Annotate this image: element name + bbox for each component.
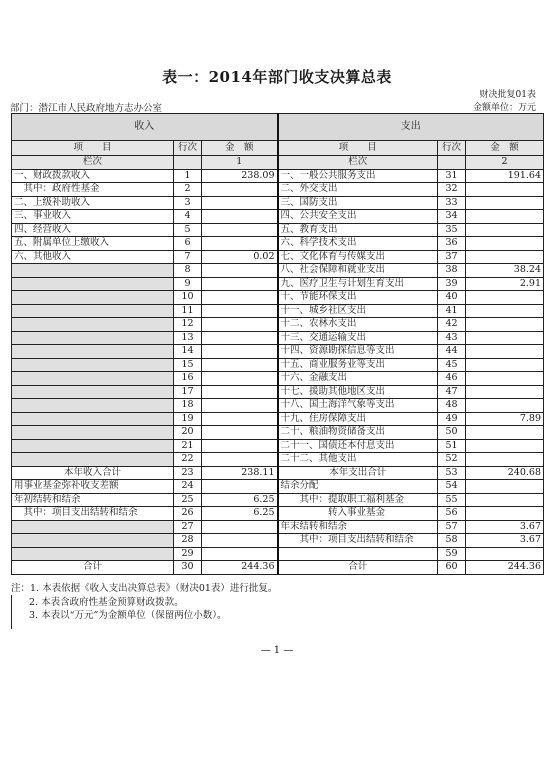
table-row (12, 439, 544, 453)
table-row (12, 412, 544, 426)
expense-row-no-cell: 38 (438, 264, 466, 278)
expense-row-no-cell: 33 (438, 196, 466, 210)
expense-item-cell: 五、教育支出 (278, 223, 438, 237)
expense-amount-cell: 3.67 (466, 520, 544, 534)
income-row-no-cell: 13 (174, 331, 202, 345)
income-item-cell: 合计 (12, 561, 174, 575)
table-row (12, 183, 544, 197)
income-item-cell (12, 331, 174, 345)
note-2: 2. 本表含政府性基金预算财政拨款。 (29, 596, 184, 608)
expense-row-no-cell: 43 (438, 331, 466, 345)
income-amount-cell (202, 399, 278, 413)
income-amount-cell (202, 534, 278, 548)
expense-amount-cell (466, 493, 544, 507)
expense-item-cell: 十二、农林水支出 (278, 318, 438, 332)
income-amount-cell (202, 196, 278, 210)
income-row-no-cell: 4 (174, 210, 202, 224)
table-row (12, 358, 544, 372)
expense-item-cell (278, 547, 438, 561)
table-row (12, 520, 544, 534)
expense-row-no-cell: 36 (438, 237, 466, 251)
expense-amount-cell (466, 453, 544, 467)
income-amount-header: 金 额 (202, 141, 278, 156)
income-row-no-cell: 8 (174, 264, 202, 278)
income-amount-cell (202, 345, 278, 359)
expense-amount-cell (466, 183, 544, 197)
expense-amount-cell: 240.68 (466, 466, 544, 480)
expense-item-cell: 九、医疗卫生与计划生育支出 (278, 277, 438, 291)
page-number: — 1 — (260, 645, 294, 656)
table-row (12, 547, 544, 561)
department-label: 部门：潜江市人民政府地方志办公室 (10, 103, 163, 114)
expense-amount-cell (466, 426, 544, 440)
income-amount-cell (202, 223, 278, 237)
income-row-no-cell: 25 (174, 493, 202, 507)
income-amount-cell: 0.02 (202, 250, 278, 264)
expense-item-cell: 十九、住房保障支出 (278, 412, 438, 426)
expense-amount-cell (466, 547, 544, 561)
expense-row-no-cell: 56 (438, 507, 466, 521)
expense-amount-cell (466, 345, 544, 359)
income-row-no-cell: 19 (174, 412, 202, 426)
income-item-cell: 五、附属单位上缴收入 (12, 237, 174, 251)
expense-amount-cell (466, 372, 544, 386)
table-row (12, 223, 544, 237)
income-row-no-cell: 24 (174, 480, 202, 494)
income-item-cell (12, 412, 174, 426)
income-item-cell (12, 547, 174, 561)
table-row (12, 480, 544, 494)
income-item-cell: 六、其他收入 (12, 250, 174, 264)
expense-item-cell: 十八、国土海洋气象等支出 (278, 399, 438, 413)
table-row (12, 385, 544, 399)
income-row-no-cell: 18 (174, 399, 202, 413)
table-row (12, 264, 544, 278)
expense-lan-label: 栏次 (278, 156, 438, 170)
expense-row-no-cell: 58 (438, 534, 466, 548)
income-row-no-cell: 23 (174, 466, 202, 480)
income-item-cell (12, 318, 174, 332)
income-item-cell: 年初结转和结余 (12, 493, 174, 507)
income-amount-cell (202, 277, 278, 291)
income-item-cell (12, 399, 174, 413)
table-row (12, 169, 544, 183)
expense-item-cell: 三、国防支出 (278, 196, 438, 210)
expense-item-cell: 十七、援助其他地区支出 (278, 385, 438, 399)
income-item-cell: 二、上级补助收入 (12, 196, 174, 210)
expense-amount-cell: 244.36 (466, 561, 544, 575)
expense-amount-cell (466, 237, 544, 251)
income-row-no-cell: 9 (174, 277, 202, 291)
income-amount-cell: 238.11 (202, 466, 278, 480)
income-item-cell: 四、经营收入 (12, 223, 174, 237)
income-amount-cell (202, 331, 278, 345)
table-row (12, 291, 544, 305)
income-row-no-cell: 22 (174, 453, 202, 467)
expense-lan-blank (438, 156, 466, 170)
expense-row-no-cell: 44 (438, 345, 466, 359)
income-row-no-cell: 6 (174, 237, 202, 251)
income-amount-cell (202, 426, 278, 440)
expense-item-cell: 其中：提取职工福利基金 (278, 493, 438, 507)
income-row-no-cell: 26 (174, 507, 202, 521)
income-amount-cell: 238.09 (202, 169, 278, 183)
income-row-no-cell: 17 (174, 385, 202, 399)
note-3: 3. 本表以“万元”为金额单位（保留两位小数）。 (29, 610, 227, 621)
expense-item-cell: 年末结转和结余 (278, 520, 438, 534)
income-item-cell (12, 385, 174, 399)
expense-item-cell: 结余分配 (278, 480, 438, 494)
expense-row-no-cell: 37 (438, 250, 466, 264)
budget-table (11, 113, 544, 575)
expense-amount-cell (466, 507, 544, 521)
income-row-no-cell: 3 (174, 196, 202, 210)
expense-item-header: 项 目 (278, 141, 438, 156)
expense-item-cell: 十、节能环保支出 (278, 291, 438, 305)
expense-row-no-cell: 50 (438, 426, 466, 440)
expense-amount-cell (466, 358, 544, 372)
expense-amount-cell (466, 331, 544, 345)
table-row (12, 507, 544, 521)
table-row (12, 345, 544, 359)
expense-row-no-cell: 52 (438, 453, 466, 467)
table-row (12, 453, 544, 467)
expense-row-no-cell: 51 (438, 439, 466, 453)
expense-item-cell: 七、文化体育与传媒支出 (278, 250, 438, 264)
income-amount-cell (202, 264, 278, 278)
expense-row-no-cell: 48 (438, 399, 466, 413)
expense-row-no-cell: 31 (438, 169, 466, 183)
expense-amount-cell: 191.64 (466, 169, 544, 183)
table-row (12, 534, 544, 548)
expense-row-no-cell: 32 (438, 183, 466, 197)
expense-item-cell: 四、公共安全支出 (278, 210, 438, 224)
income-amount-cell (202, 412, 278, 426)
income-item-cell: 用事业基金弥补收支差额 (12, 480, 174, 494)
income-item-cell (12, 372, 174, 386)
expense-row-no-cell: 42 (438, 318, 466, 332)
expense-item-cell: 二、外交支出 (278, 183, 438, 197)
income-row-no-cell: 11 (174, 304, 202, 318)
expense-item-cell: 其中：项目支出结转和结余 (278, 534, 438, 548)
table-row (12, 466, 544, 480)
expense-row-no-cell: 41 (438, 304, 466, 318)
expense-row-no-cell: 59 (438, 547, 466, 561)
income-row-no-cell: 15 (174, 358, 202, 372)
income-row-header: 行次 (174, 141, 202, 156)
table-row (12, 210, 544, 224)
expense-row-no-cell: 53 (438, 466, 466, 480)
income-row-no-cell: 7 (174, 250, 202, 264)
income-item-header: 项 目 (12, 141, 174, 156)
table-row (12, 399, 544, 413)
income-row-no-cell: 28 (174, 534, 202, 548)
income-row-no-cell: 30 (174, 561, 202, 575)
page-title: 表一：2014年部门收支决算总表 (162, 68, 392, 86)
income-amount-cell: 6.25 (202, 493, 278, 507)
expense-row-header: 行次 (438, 141, 466, 156)
income-item-cell (12, 304, 174, 318)
expense-row-no-cell: 47 (438, 385, 466, 399)
expense-row-no-cell: 35 (438, 223, 466, 237)
table-row (12, 493, 544, 507)
income-row-no-cell: 2 (174, 183, 202, 197)
income-amount-cell (202, 183, 278, 197)
income-lan-number: 1 (202, 156, 278, 170)
income-row-no-cell: 21 (174, 439, 202, 453)
income-amount-cell (202, 439, 278, 453)
expense-item-cell: 二十一、国债还本付息支出 (278, 439, 438, 453)
expense-item-cell: 十三、交通运输支出 (278, 331, 438, 345)
income-item-cell (12, 291, 174, 305)
income-amount-cell (202, 237, 278, 251)
expense-row-no-cell: 39 (438, 277, 466, 291)
income-amount-cell (202, 385, 278, 399)
income-amount-cell (202, 210, 278, 224)
expense-amount-cell (466, 210, 544, 224)
income-item-cell: 其中：政府性基金 (12, 183, 174, 197)
expense-amount-cell (466, 223, 544, 237)
expense-amount-cell (466, 250, 544, 264)
expense-lan-number: 2 (466, 156, 544, 170)
expense-amount-cell: 3.67 (466, 534, 544, 548)
expense-amount-cell (466, 304, 544, 318)
income-row-no-cell: 29 (174, 547, 202, 561)
income-item-cell: 本年收入合计 (12, 466, 174, 480)
income-item-cell (12, 345, 174, 359)
expense-item-cell: 十六、金融支出 (278, 372, 438, 386)
expense-item-cell: 转入事业基金 (278, 507, 438, 521)
expense-item-cell: 合计 (278, 561, 438, 575)
expense-amount-cell: 38.24 (466, 264, 544, 278)
income-amount-cell (202, 304, 278, 318)
income-row-no-cell: 14 (174, 345, 202, 359)
income-lan-label: 栏次 (12, 156, 174, 170)
income-amount-cell (202, 291, 278, 305)
column-index-row (12, 156, 544, 170)
expense-amount-cell (466, 439, 544, 453)
expense-row-no-cell: 40 (438, 291, 466, 305)
column-header-row (12, 141, 544, 156)
expense-amount-cell: 2.91 (466, 277, 544, 291)
expense-row-no-cell: 46 (438, 372, 466, 386)
expense-row-no-cell: 54 (438, 480, 466, 494)
expense-row-no-cell: 34 (438, 210, 466, 224)
income-amount-cell: 6.25 (202, 507, 278, 521)
income-item-cell (12, 534, 174, 548)
section-header-row (12, 114, 544, 141)
table-row (12, 304, 544, 318)
expense-item-cell: 本年支出合计 (278, 466, 438, 480)
income-item-cell (12, 453, 174, 467)
expense-section-header: 支出 (278, 114, 544, 141)
expense-item-cell: 二十、粮油物资储备支出 (278, 426, 438, 440)
expense-amount-cell (466, 399, 544, 413)
income-item-cell (12, 264, 174, 278)
expense-amount-cell (466, 318, 544, 332)
table-row (12, 277, 544, 291)
expense-item-cell: 八、社会保障和就业支出 (278, 264, 438, 278)
table-row (12, 250, 544, 264)
income-section-header: 收入 (12, 114, 278, 141)
expense-row-no-cell: 45 (438, 358, 466, 372)
income-lan-blank (174, 156, 202, 170)
expense-item-cell: 一、一般公共服务支出 (278, 169, 438, 183)
income-row-no-cell: 27 (174, 520, 202, 534)
income-amount-cell (202, 358, 278, 372)
expense-amount-header: 金 额 (466, 141, 544, 156)
income-row-no-cell: 1 (174, 169, 202, 183)
expense-item-cell: 十四、资源勘探信息等支出 (278, 345, 438, 359)
income-row-no-cell: 20 (174, 426, 202, 440)
income-amount-cell (202, 453, 278, 467)
income-item-cell (12, 520, 174, 534)
income-item-cell: 一、财政拨款收入 (12, 169, 174, 183)
table-row (12, 196, 544, 210)
expense-amount-cell (466, 480, 544, 494)
notes (11, 582, 277, 623)
income-item-cell (12, 277, 174, 291)
table-row (12, 372, 544, 386)
table-row (12, 237, 544, 251)
income-amount-cell (202, 372, 278, 386)
expense-row-no-cell: 57 (438, 520, 466, 534)
income-row-no-cell: 16 (174, 372, 202, 386)
income-item-cell: 其中：项目支出结转和结余 (12, 507, 174, 521)
table-row (12, 318, 544, 332)
expense-amount-cell (466, 196, 544, 210)
income-item-cell: 三、事业收入 (12, 210, 174, 224)
form-code: 财决批复01表 (479, 90, 536, 100)
income-row-no-cell: 5 (174, 223, 202, 237)
table-row (12, 331, 544, 345)
income-row-no-cell: 12 (174, 318, 202, 332)
income-item-cell (12, 426, 174, 440)
income-item-cell (12, 358, 174, 372)
income-amount-cell (202, 480, 278, 494)
income-amount-cell (202, 520, 278, 534)
expense-amount-cell (466, 291, 544, 305)
expense-item-cell: 二十二、其他支出 (278, 453, 438, 467)
income-amount-cell (202, 318, 278, 332)
note-1: 注：1. 本表依据《收入支出决算总表》（财决01表）进行批复。 (11, 583, 278, 594)
income-row-no-cell: 10 (174, 291, 202, 305)
expense-row-no-cell: 55 (438, 493, 466, 507)
expense-row-no-cell: 60 (438, 561, 466, 575)
unit-label: 金额单位：万元 (472, 103, 536, 113)
expense-amount-cell: 7.89 (466, 412, 544, 426)
expense-row-no-cell: 49 (438, 412, 466, 426)
expense-item-cell: 十五、商业服务业等支出 (278, 358, 438, 372)
expense-item-cell: 十一、城乡社区支出 (278, 304, 438, 318)
expense-amount-cell (466, 385, 544, 399)
income-amount-cell: 244.36 (202, 561, 278, 575)
table-row (12, 426, 544, 440)
expense-item-cell: 六、科学技术支出 (278, 237, 438, 251)
table-row (12, 561, 544, 575)
income-item-cell (12, 439, 174, 453)
income-amount-cell (202, 547, 278, 561)
